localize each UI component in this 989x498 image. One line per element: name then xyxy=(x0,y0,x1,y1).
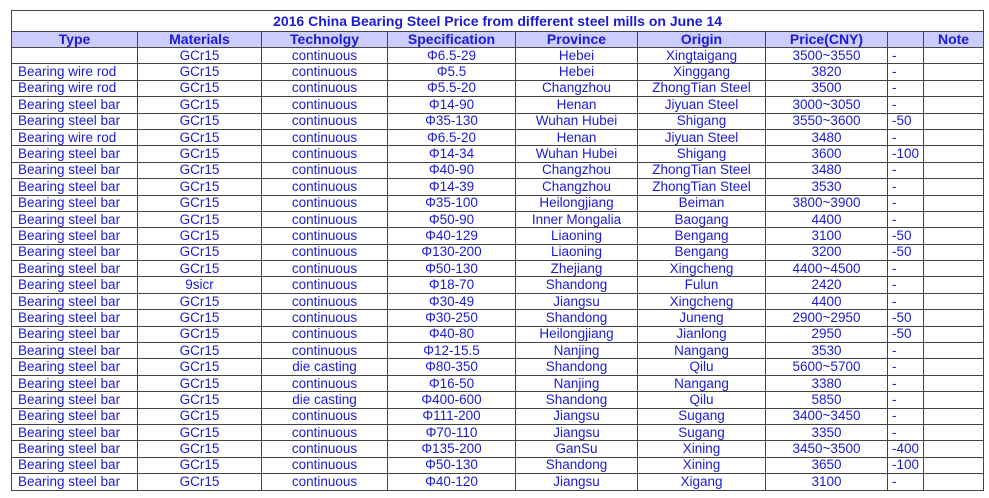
cell-change: -50 xyxy=(888,326,924,342)
cell-change: - xyxy=(888,424,924,440)
cell-province: Changzhou xyxy=(516,162,638,178)
cell-technology: continuous xyxy=(262,408,388,424)
cell-technology: continuous xyxy=(262,277,388,293)
cell-change: - xyxy=(888,64,924,80)
cell-specification: Φ135-200 xyxy=(388,441,516,457)
cell-materials: GCr15 xyxy=(138,129,262,145)
table-row xyxy=(12,228,984,244)
cell-type: Bearing steel bar xyxy=(12,343,138,359)
cell-province: Shandong xyxy=(516,310,638,326)
cell-materials: GCr15 xyxy=(138,457,262,473)
cell-origin: Xinggang xyxy=(638,64,766,80)
cell-technology: die casting xyxy=(262,359,388,375)
table-row xyxy=(12,244,984,260)
cell-change: - xyxy=(888,293,924,309)
cell-type: Bearing steel bar xyxy=(12,211,138,227)
cell-specification: Φ40-129 xyxy=(388,228,516,244)
cell-price: 3350 xyxy=(766,424,888,440)
table-body xyxy=(12,48,984,491)
cell-technology: continuous xyxy=(262,343,388,359)
cell-origin: Jiyuan Steel xyxy=(638,129,766,145)
cell-materials: GCr15 xyxy=(138,113,262,129)
cell-price: 3100 xyxy=(766,474,888,490)
cell-technology: continuous xyxy=(262,326,388,342)
cell-materials: GCr15 xyxy=(138,441,262,457)
cell-change: -100 xyxy=(888,146,924,162)
cell-note xyxy=(924,146,984,162)
table-row xyxy=(12,129,984,145)
cell-province: Changzhou xyxy=(516,80,638,96)
cell-type: Bearing steel bar xyxy=(12,97,138,113)
cell-province: GanSu xyxy=(516,441,638,457)
header-materials: Materials xyxy=(138,32,262,48)
cell-price: 3450~3500 xyxy=(766,441,888,457)
cell-note xyxy=(924,310,984,326)
cell-materials: GCr15 xyxy=(138,162,262,178)
cell-province: Changzhou xyxy=(516,179,638,195)
cell-change: - xyxy=(888,474,924,490)
cell-origin: Jianlong xyxy=(638,326,766,342)
cell-note xyxy=(924,80,984,96)
cell-technology: continuous xyxy=(262,97,388,113)
cell-specification: Φ130-200 xyxy=(388,244,516,260)
cell-type: Bearing steel bar xyxy=(12,375,138,391)
cell-materials: GCr15 xyxy=(138,244,262,260)
cell-province: Hebei xyxy=(516,48,638,64)
cell-note xyxy=(924,64,984,80)
cell-change: - xyxy=(888,261,924,277)
cell-origin: Xining xyxy=(638,441,766,457)
cell-province: Heilongjiang xyxy=(516,195,638,211)
cell-specification: Φ40-120 xyxy=(388,474,516,490)
cell-technology: continuous xyxy=(262,179,388,195)
cell-change: - xyxy=(888,97,924,113)
cell-technology: continuous xyxy=(262,195,388,211)
cell-province: Jiangsu xyxy=(516,474,638,490)
cell-type: Bearing steel bar xyxy=(12,146,138,162)
table-title: 2016 China Bearing Steel Price from different steel mills on June 14 xyxy=(12,11,984,32)
cell-price: 3650 xyxy=(766,457,888,473)
cell-technology: continuous xyxy=(262,293,388,309)
cell-price: 3530 xyxy=(766,343,888,359)
cell-origin: ZhongTian Steel xyxy=(638,179,766,195)
cell-type: Bearing steel bar xyxy=(12,179,138,195)
cell-change: - xyxy=(888,408,924,424)
cell-specification: Φ5.5 xyxy=(388,64,516,80)
cell-technology: continuous xyxy=(262,48,388,64)
cell-specification: Φ50-90 xyxy=(388,211,516,227)
cell-origin: Bengang xyxy=(638,244,766,260)
cell-province: Henan xyxy=(516,97,638,113)
cell-specification: Φ16-50 xyxy=(388,375,516,391)
cell-price: 5600~5700 xyxy=(766,359,888,375)
cell-specification: Φ111-200 xyxy=(388,408,516,424)
table-row xyxy=(12,441,984,457)
header-type: Type xyxy=(12,32,138,48)
table-row xyxy=(12,195,984,211)
table-row xyxy=(12,359,984,375)
table-row xyxy=(12,162,984,178)
header-note: Note xyxy=(924,32,984,48)
cell-note xyxy=(924,162,984,178)
cell-technology: continuous xyxy=(262,162,388,178)
cell-technology: die casting xyxy=(262,392,388,408)
table-row xyxy=(12,375,984,391)
cell-specification: Φ35-130 xyxy=(388,113,516,129)
cell-province: Jiangsu xyxy=(516,408,638,424)
cell-origin: Sugang xyxy=(638,408,766,424)
cell-type: Bearing steel bar xyxy=(12,392,138,408)
cell-materials: GCr15 xyxy=(138,343,262,359)
cell-origin: Beiman xyxy=(638,195,766,211)
cell-change: -50 xyxy=(888,228,924,244)
cell-province: Nanjing xyxy=(516,375,638,391)
cell-province: Shandong xyxy=(516,359,638,375)
cell-price: 4400 xyxy=(766,293,888,309)
cell-technology: continuous xyxy=(262,211,388,227)
table-row xyxy=(12,408,984,424)
cell-province: Heilongjiang xyxy=(516,326,638,342)
cell-specification: Φ35-100 xyxy=(388,195,516,211)
cell-change: - xyxy=(888,195,924,211)
cell-origin: Shigang xyxy=(638,113,766,129)
cell-origin: Xigang xyxy=(638,474,766,490)
table-row xyxy=(12,277,984,293)
cell-type: Bearing wire rod xyxy=(12,129,138,145)
price-table xyxy=(11,10,984,491)
cell-specification: Φ40-80 xyxy=(388,326,516,342)
cell-technology: continuous xyxy=(262,244,388,260)
cell-type: Bearing steel bar xyxy=(12,359,138,375)
cell-province: Liaoning xyxy=(516,244,638,260)
cell-origin: Nangang xyxy=(638,375,766,391)
cell-materials: GCr15 xyxy=(138,146,262,162)
table-row xyxy=(12,211,984,227)
cell-specification: Φ6.5-20 xyxy=(388,129,516,145)
cell-note xyxy=(924,474,984,490)
cell-origin: ZhongTian Steel xyxy=(638,162,766,178)
table-row xyxy=(12,97,984,113)
cell-province: Wuhan Hubei xyxy=(516,113,638,129)
cell-specification: Φ14-90 xyxy=(388,97,516,113)
cell-specification: Φ30-250 xyxy=(388,310,516,326)
table-row xyxy=(12,392,984,408)
cell-change: - xyxy=(888,80,924,96)
cell-type: Bearing wire rod xyxy=(12,80,138,96)
cell-origin: Xining xyxy=(638,457,766,473)
cell-materials: GCr15 xyxy=(138,211,262,227)
header-price: Price(CNY) xyxy=(766,32,888,48)
cell-price: 3480 xyxy=(766,129,888,145)
cell-change: - xyxy=(888,179,924,195)
cell-origin: Fulun xyxy=(638,277,766,293)
cell-note xyxy=(924,326,984,342)
table-row xyxy=(12,261,984,277)
table-row xyxy=(12,113,984,129)
cell-origin: ZhongTian Steel xyxy=(638,80,766,96)
cell-change: - xyxy=(888,48,924,64)
cell-change: - xyxy=(888,162,924,178)
cell-change: -50 xyxy=(888,113,924,129)
cell-price: 2420 xyxy=(766,277,888,293)
cell-price: 4400~4500 xyxy=(766,261,888,277)
cell-technology: continuous xyxy=(262,457,388,473)
cell-materials: GCr15 xyxy=(138,392,262,408)
table-row xyxy=(12,48,984,64)
cell-price: 3000~3050 xyxy=(766,97,888,113)
cell-change: - xyxy=(888,375,924,391)
cell-type: Bearing steel bar xyxy=(12,293,138,309)
cell-price: 3480 xyxy=(766,162,888,178)
cell-materials: GCr15 xyxy=(138,359,262,375)
cell-specification: Φ14-39 xyxy=(388,179,516,195)
cell-change: - xyxy=(888,343,924,359)
cell-type: Bearing steel bar xyxy=(12,457,138,473)
cell-origin: Xingtaigang xyxy=(638,48,766,64)
cell-materials: GCr15 xyxy=(138,261,262,277)
cell-price: 2900~2950 xyxy=(766,310,888,326)
cell-type: Bearing steel bar xyxy=(12,261,138,277)
cell-technology: continuous xyxy=(262,64,388,80)
cell-type: Bearing steel bar xyxy=(12,424,138,440)
cell-note xyxy=(924,261,984,277)
cell-materials: GCr15 xyxy=(138,474,262,490)
cell-change: -100 xyxy=(888,457,924,473)
cell-province: Wuhan Hubei xyxy=(516,146,638,162)
cell-technology: continuous xyxy=(262,228,388,244)
cell-price: 3100 xyxy=(766,228,888,244)
cell-specification: Φ40-90 xyxy=(388,162,516,178)
cell-type: Bearing wire rod xyxy=(12,64,138,80)
table-row xyxy=(12,310,984,326)
cell-price: 4400 xyxy=(766,211,888,227)
cell-technology: continuous xyxy=(262,375,388,391)
cell-change: -400 xyxy=(888,441,924,457)
cell-price: 3550~3600 xyxy=(766,113,888,129)
cell-origin: Bengang xyxy=(638,228,766,244)
cell-note xyxy=(924,375,984,391)
cell-note xyxy=(924,228,984,244)
header-province: Province xyxy=(516,32,638,48)
cell-type: Bearing steel bar xyxy=(12,162,138,178)
cell-change: - xyxy=(888,359,924,375)
cell-specification: Φ6.5-29 xyxy=(388,48,516,64)
cell-materials: GCr15 xyxy=(138,310,262,326)
cell-origin: Shigang xyxy=(638,146,766,162)
table-row xyxy=(12,64,984,80)
table-row xyxy=(12,293,984,309)
cell-note xyxy=(924,48,984,64)
cell-change: - xyxy=(888,277,924,293)
cell-specification: Φ70-110 xyxy=(388,424,516,440)
cell-origin: Xingcheng xyxy=(638,293,766,309)
cell-materials: GCr15 xyxy=(138,228,262,244)
cell-materials: GCr15 xyxy=(138,424,262,440)
cell-specification: Φ30-49 xyxy=(388,293,516,309)
cell-materials: GCr15 xyxy=(138,64,262,80)
table-row xyxy=(12,146,984,162)
cell-price: 3800~3900 xyxy=(766,195,888,211)
cell-price: 3500~3550 xyxy=(766,48,888,64)
cell-technology: continuous xyxy=(262,474,388,490)
cell-technology: continuous xyxy=(262,113,388,129)
cell-materials: GCr15 xyxy=(138,408,262,424)
cell-price: 3400~3450 xyxy=(766,408,888,424)
cell-specification: Φ14-34 xyxy=(388,146,516,162)
cell-note xyxy=(924,392,984,408)
cell-type xyxy=(12,48,138,64)
cell-note xyxy=(924,408,984,424)
cell-materials: GCr15 xyxy=(138,375,262,391)
cell-specification: Φ18-70 xyxy=(388,277,516,293)
cell-origin: Nangang xyxy=(638,343,766,359)
cell-type: Bearing steel bar xyxy=(12,408,138,424)
cell-province: Inner Mongalia xyxy=(516,211,638,227)
cell-note xyxy=(924,457,984,473)
cell-price: 3500 xyxy=(766,80,888,96)
cell-origin: Qilu xyxy=(638,359,766,375)
cell-technology: continuous xyxy=(262,261,388,277)
cell-province: Jiangsu xyxy=(516,293,638,309)
table-row xyxy=(12,179,984,195)
cell-origin: Xingcheng xyxy=(638,261,766,277)
cell-note xyxy=(924,113,984,129)
cell-price: 3530 xyxy=(766,179,888,195)
cell-change: - xyxy=(888,211,924,227)
cell-price: 3600 xyxy=(766,146,888,162)
cell-type: Bearing steel bar xyxy=(12,195,138,211)
cell-note xyxy=(924,97,984,113)
cell-change: - xyxy=(888,129,924,145)
cell-materials: GCr15 xyxy=(138,293,262,309)
table-row xyxy=(12,457,984,473)
cell-specification: Φ50-130 xyxy=(388,261,516,277)
table-row xyxy=(12,80,984,96)
table-row xyxy=(12,326,984,342)
cell-province: Nanjing xyxy=(516,343,638,359)
cell-price: 3820 xyxy=(766,64,888,80)
cell-province: Shandong xyxy=(516,392,638,408)
cell-origin: Juneng xyxy=(638,310,766,326)
cell-origin: Qilu xyxy=(638,392,766,408)
cell-note xyxy=(924,195,984,211)
cell-note xyxy=(924,179,984,195)
header-row xyxy=(12,32,984,48)
cell-note xyxy=(924,293,984,309)
cell-province: Zhejiang xyxy=(516,261,638,277)
cell-type: Bearing steel bar xyxy=(12,228,138,244)
header-technology: Technolgy xyxy=(262,32,388,48)
table-row xyxy=(12,474,984,490)
cell-price: 3380 xyxy=(766,375,888,391)
cell-province: Shandong xyxy=(516,457,638,473)
price-table-container xyxy=(11,10,984,491)
cell-specification: Φ80-350 xyxy=(388,359,516,375)
cell-origin: Baogang xyxy=(638,211,766,227)
cell-materials: GCr15 xyxy=(138,195,262,211)
cell-technology: continuous xyxy=(262,129,388,145)
cell-technology: continuous xyxy=(262,80,388,96)
cell-note xyxy=(924,424,984,440)
cell-materials: GCr15 xyxy=(138,97,262,113)
cell-technology: continuous xyxy=(262,146,388,162)
cell-note xyxy=(924,277,984,293)
cell-materials: GCr15 xyxy=(138,48,262,64)
cell-price: 3200 xyxy=(766,244,888,260)
cell-technology: continuous xyxy=(262,424,388,440)
cell-type: Bearing steel bar xyxy=(12,474,138,490)
cell-province: Henan xyxy=(516,129,638,145)
cell-specification: Φ400-600 xyxy=(388,392,516,408)
cell-province: Shandong xyxy=(516,277,638,293)
cell-price: 5850 xyxy=(766,392,888,408)
cell-note xyxy=(924,359,984,375)
cell-type: Bearing steel bar xyxy=(12,310,138,326)
cell-note xyxy=(924,343,984,359)
cell-type: Bearing steel bar xyxy=(12,244,138,260)
cell-type: Bearing steel bar xyxy=(12,441,138,457)
cell-origin: Jiyuan Steel xyxy=(638,97,766,113)
cell-technology: continuous xyxy=(262,310,388,326)
header-change xyxy=(888,32,924,48)
cell-technology: continuous xyxy=(262,441,388,457)
cell-change: -50 xyxy=(888,244,924,260)
cell-note xyxy=(924,244,984,260)
cell-materials: 9sicr xyxy=(138,277,262,293)
cell-note xyxy=(924,129,984,145)
cell-note xyxy=(924,211,984,227)
cell-change: -50 xyxy=(888,310,924,326)
cell-type: Bearing steel bar xyxy=(12,326,138,342)
cell-origin: Sugang xyxy=(638,424,766,440)
cell-materials: GCr15 xyxy=(138,179,262,195)
cell-materials: GCr15 xyxy=(138,80,262,96)
cell-specification: Φ12-15.5 xyxy=(388,343,516,359)
cell-note xyxy=(924,441,984,457)
cell-province: Liaoning xyxy=(516,228,638,244)
cell-specification: Φ50-130 xyxy=(388,457,516,473)
table-row xyxy=(12,424,984,440)
cell-change: - xyxy=(888,392,924,408)
cell-materials: GCr15 xyxy=(138,326,262,342)
table-row xyxy=(12,343,984,359)
cell-price: 2950 xyxy=(766,326,888,342)
cell-type: Bearing steel bar xyxy=(12,113,138,129)
cell-province: Jiangsu xyxy=(516,424,638,440)
header-specification: Specification xyxy=(388,32,516,48)
header-origin: Origin xyxy=(638,32,766,48)
cell-type: Bearing steel bar xyxy=(12,277,138,293)
cell-province: Hebei xyxy=(516,64,638,80)
cell-specification: Φ5.5-20 xyxy=(388,80,516,96)
